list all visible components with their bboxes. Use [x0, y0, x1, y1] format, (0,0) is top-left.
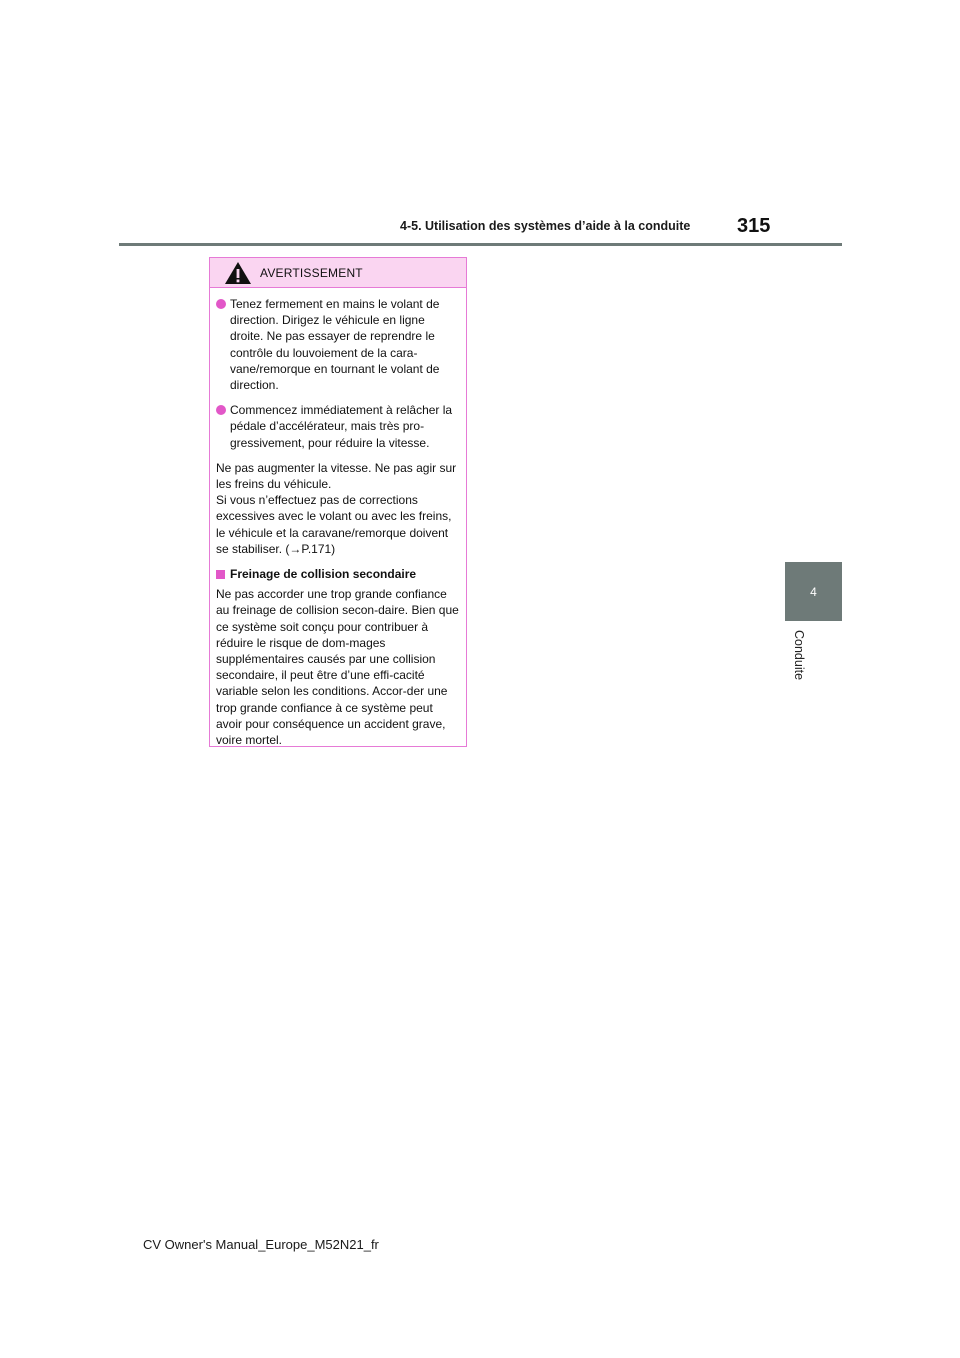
warning-box [209, 257, 467, 747]
list-item [216, 402, 460, 451]
warning-body [210, 288, 466, 748]
bullet-icon [216, 299, 226, 309]
paragraph-line: Ne pas augmenter la vitesse. Ne pas agir sur les freins du véhicule. [216, 460, 457, 492]
section-title: 4-5. Utilisation des systèmes d’aide à la conduite [400, 219, 691, 233]
list-item [216, 296, 460, 393]
section-text: Ne pas accorder une trop grande confiance au freinage de collision secon-daire. Bien que ce système soit conçu pour contribuer à réduire le risque de dom-mages supplémentaires causés par une collision secondaire, il peut être d’une effi-cacité variable selon les conditions. Accor-der une trop grande confiance à ce système peut avoir pour conséquence un accident grave, voire mortel. [216, 587, 459, 748]
warning-title: AVERTISSEMENT [260, 265, 363, 280]
chapter-label: Conduite [792, 630, 806, 681]
section-heading [216, 566, 460, 582]
bullet-text: Tenez fermement en mains le volant de direction. Dirigez le véhicule en ligne droite. Ne pas essayer de reprendre le contrôle du louvoiement de la cara-vane/remorque en tournant le volant de direction. [230, 297, 440, 393]
chapter-tab [785, 562, 842, 621]
warning-triangle-icon [224, 261, 252, 285]
header-rule [119, 243, 842, 246]
bullet-text: Commencez immédiatement à relâcher la pédale d’accélérateur, mais très pro-gressivement, pour réduire la vitesse. [230, 403, 453, 450]
warning-paragraph [216, 460, 460, 557]
square-bullet-icon [216, 570, 225, 579]
page-number: 315 [737, 215, 771, 237]
chapter-number: 4 [810, 584, 817, 599]
paragraph-line: Si vous n’effectuez pas de corrections excessives avec le volant ou avec les freins, le véhicule et la caravane/remorque doivent se stabiliser. (→P.171) [216, 493, 452, 556]
warning-header [210, 258, 466, 288]
bullet-icon [216, 405, 226, 415]
footer-manual-id: CV Owner's Manual_Europe_M52N21_fr [143, 1237, 379, 1252]
section-heading-text: Freinage de collision secondaire [230, 567, 417, 582]
